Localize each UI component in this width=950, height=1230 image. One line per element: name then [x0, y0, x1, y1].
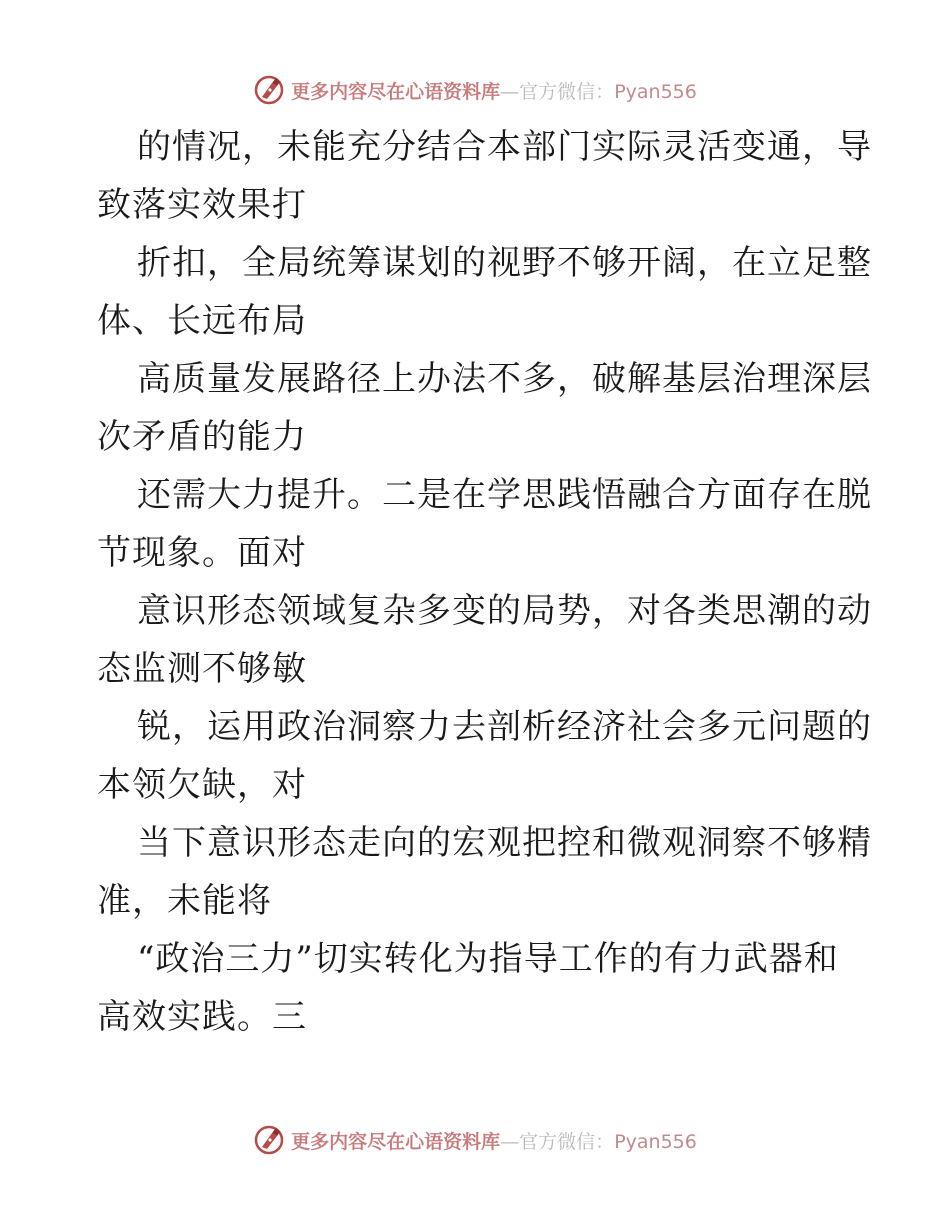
body-line: 还需大力提升。二是在学思践悟融合方面存在脱: [137, 475, 872, 515]
body-line: 锐，运用政治洞察力去剖析经济社会多元问题的: [137, 707, 872, 747]
body-line: “政治三力”切实转化为指导工作的有力武器和: [137, 939, 839, 979]
body-line: 体、长远布局: [97, 301, 307, 341]
body-line: 的情况，未能充分结合本部门实际灵活变通，导: [137, 127, 872, 167]
body-line: 高质量发展路径上办法不多，破解基层治理深层: [137, 359, 872, 399]
pen-nib-logo-icon: [253, 74, 285, 106]
pen-nib-logo-icon: [253, 1124, 285, 1156]
body-line: 次矛盾的能力: [97, 417, 307, 457]
footer-banner: [0, 1120, 950, 1160]
document-body: [97, 118, 872, 1046]
header-banner: [0, 70, 950, 110]
banner-wechat-label: 官方微信：: [519, 80, 615, 103]
body-line: 意识形态领域复杂多变的局势，对各类思潮的动: [137, 591, 872, 631]
body-line: 态监测不够敏: [97, 649, 307, 689]
body-line: 节现象。面对: [97, 533, 307, 573]
banner-wechat-label: 官方微信：: [519, 1130, 615, 1153]
body-line: 高效实践。三: [97, 997, 307, 1037]
body-line: 折扣，全局统筹谋划的视野不够开阔，在立足整: [137, 243, 872, 283]
body-line: 本领欠缺，对: [97, 765, 307, 805]
banner-text: [291, 1127, 697, 1154]
banner-wechat-id: Pyan556: [614, 80, 697, 103]
banner-separator: —: [500, 80, 520, 103]
banner-wechat-id: Pyan556: [614, 1130, 697, 1153]
body-line: 致落实效果打: [97, 185, 307, 225]
banner-main-text: 更多内容尽在心语资料库: [291, 80, 501, 103]
body-line: 当下意识形态走向的宏观把控和微观洞察不够精: [137, 823, 872, 863]
body-line: 准，未能将: [97, 881, 272, 921]
banner-text: [291, 77, 697, 104]
banner-main-text: 更多内容尽在心语资料库: [291, 1130, 501, 1153]
banner-separator: —: [500, 1130, 520, 1153]
